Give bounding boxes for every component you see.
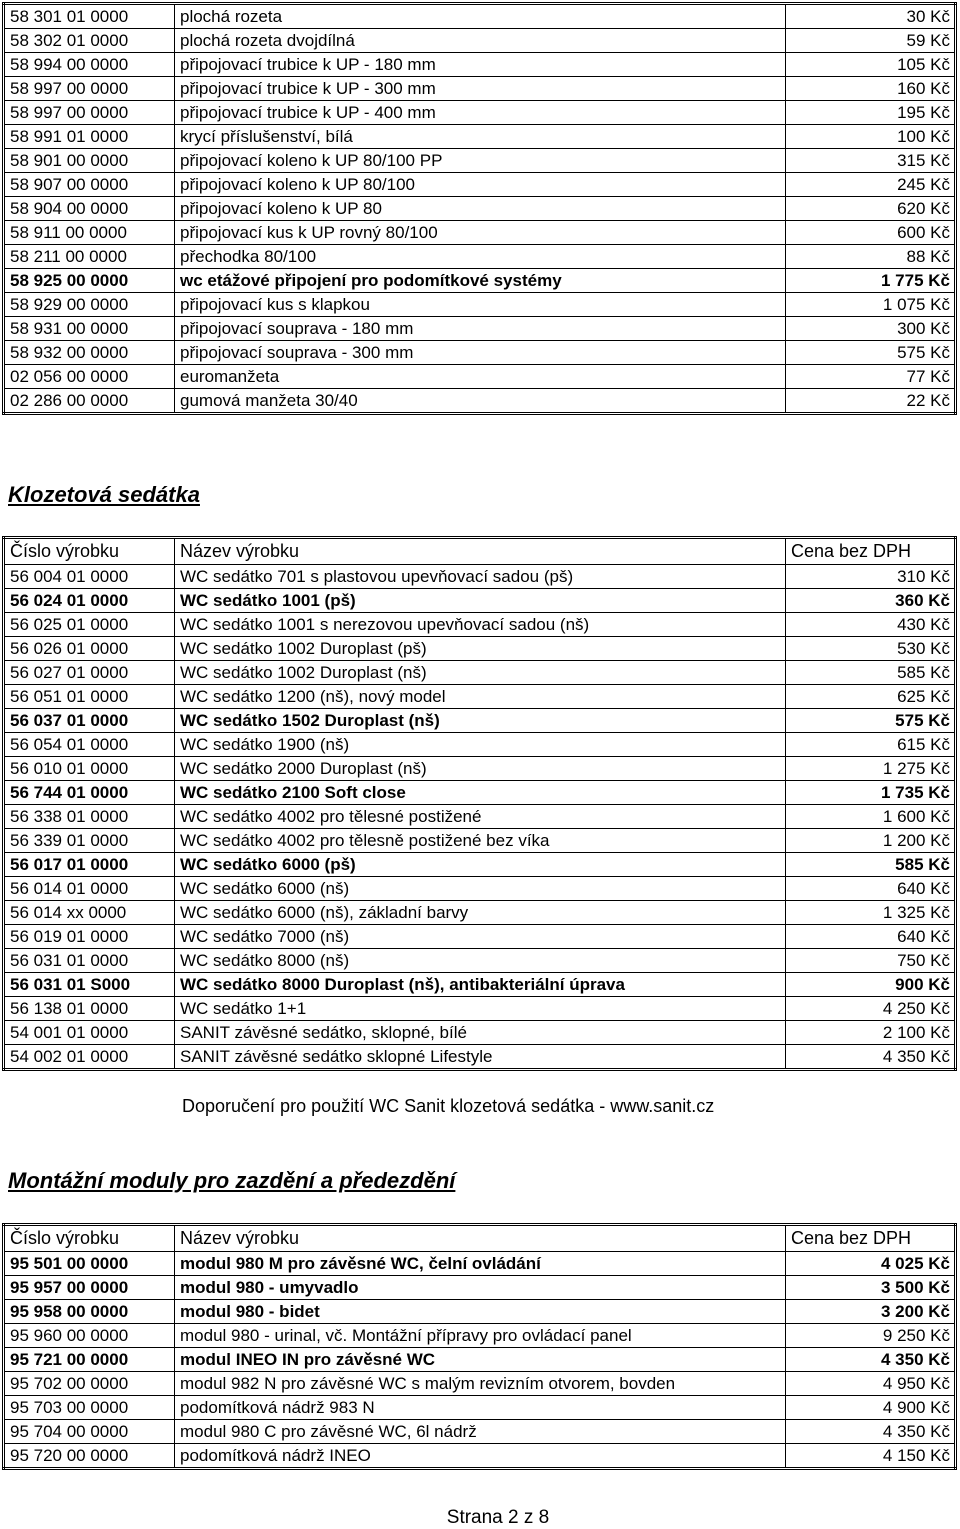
- product-name: připojovací kus s klapkou: [175, 293, 786, 317]
- product-code: 56 054 01 0000: [4, 733, 175, 757]
- product-code: 56 744 01 0000: [4, 781, 175, 805]
- product-code: 95 721 00 0000: [4, 1348, 175, 1372]
- product-name: WC sedátko 701 s plastovou upevňovací sadou (pš): [175, 565, 786, 589]
- product-price: 310 Kč: [786, 565, 956, 589]
- product-name: WC sedátko 1502 Duroplast (nš): [175, 709, 786, 733]
- product-code: 56 014 01 0000: [4, 877, 175, 901]
- product-name: plochá rozeta: [175, 4, 786, 29]
- product-name: modul 980 M pro závěsné WC, čelní ovládání: [175, 1252, 786, 1276]
- page-number: Strana 2 z 8: [446, 1507, 550, 1528]
- table-row: [4, 125, 956, 149]
- table-row: [4, 53, 956, 77]
- product-price: 4 250 Kč: [786, 997, 956, 1021]
- product-price: 1 325 Kč: [786, 901, 956, 925]
- product-code: 58 994 00 0000: [4, 53, 175, 77]
- product-name: WC sedátko 1900 (nš): [175, 733, 786, 757]
- product-code: 58 904 00 0000: [4, 197, 175, 221]
- product-code: 58 929 00 0000: [4, 293, 175, 317]
- table-header-row: [4, 538, 956, 565]
- table-header-row: [4, 1225, 956, 1252]
- product-price: 77 Kč: [786, 365, 956, 389]
- section-heading-modules: Montážní moduly pro zazdění a předezdění: [8, 1168, 456, 1193]
- table-row: [4, 173, 956, 197]
- product-code: 58 931 00 0000: [4, 317, 175, 341]
- product-name: WC sedátko 4002 pro tělesně postižené bez víka: [175, 829, 786, 853]
- table-row: [4, 389, 956, 414]
- product-name: SANIT závěsné sedátko, sklopné, bílé: [175, 1021, 786, 1045]
- table-row: [4, 221, 956, 245]
- product-name: SANIT závěsné sedátko sklopné Lifestyle: [175, 1045, 786, 1070]
- table-row: [4, 317, 956, 341]
- product-price: 3 200 Kč: [786, 1300, 956, 1324]
- table-row: [4, 4, 956, 29]
- product-code: 95 960 00 0000: [4, 1324, 175, 1348]
- header-price: Cena bez DPH: [786, 1225, 956, 1252]
- product-code: 56 027 01 0000: [4, 661, 175, 685]
- product-code: 54 002 01 0000: [4, 1045, 175, 1070]
- product-price: 1 775 Kč: [786, 269, 956, 293]
- product-name: podomítková nádrž 983 N: [175, 1396, 786, 1420]
- product-name: WC sedátko 6000 (nš), základní barvy: [175, 901, 786, 925]
- table-row: [4, 1396, 956, 1420]
- table-row: [4, 1021, 956, 1045]
- table-row: [4, 29, 956, 53]
- product-name: připojovací koleno k UP 80/100 PP: [175, 149, 786, 173]
- product-name: WC sedátko 1200 (nš), nový model: [175, 685, 786, 709]
- product-price: 59 Kč: [786, 29, 956, 53]
- product-name: připojovací trubice k UP - 180 mm: [175, 53, 786, 77]
- product-price: 4 350 Kč: [786, 1348, 956, 1372]
- product-price: 88 Kč: [786, 245, 956, 269]
- table-row: [4, 589, 956, 613]
- table-row: [4, 949, 956, 973]
- product-name: modul 980 - umyvadlo: [175, 1276, 786, 1300]
- table-row: [4, 197, 956, 221]
- product-name: gumová manžeta 30/40: [175, 389, 786, 414]
- price-table-body: [4, 1225, 956, 1469]
- product-code: 56 339 01 0000: [4, 829, 175, 853]
- table-row: [4, 1372, 956, 1396]
- table-row: [4, 901, 956, 925]
- product-name: WC sedátko 6000 (pš): [175, 853, 786, 877]
- product-price: 30 Kč: [786, 4, 956, 29]
- product-code: 56 338 01 0000: [4, 805, 175, 829]
- table-row: [4, 829, 956, 853]
- product-code: 58 932 00 0000: [4, 341, 175, 365]
- product-code: 58 997 00 0000: [4, 77, 175, 101]
- product-name: WC sedátko 6000 (nš): [175, 877, 786, 901]
- product-code: 58 301 01 0000: [4, 4, 175, 29]
- product-name: modul 982 N pro závěsné WC s malým revizním otvorem, bovden: [175, 1372, 786, 1396]
- product-code: 02 056 00 0000: [4, 365, 175, 389]
- product-name: wc etážové připojení pro podomítkové systémy: [175, 269, 786, 293]
- table-row: [4, 1276, 956, 1300]
- product-code: 58 911 00 0000: [4, 221, 175, 245]
- product-price: 575 Kč: [786, 341, 956, 365]
- product-name: WC sedátko 2100 Soft close: [175, 781, 786, 805]
- product-code: 56 024 01 0000: [4, 589, 175, 613]
- product-price: 22 Kč: [786, 389, 956, 414]
- product-name: WC sedátko 1001 s nerezovou upevňovací sadou (nš): [175, 613, 786, 637]
- product-name: WC sedátko 8000 (nš): [175, 949, 786, 973]
- table-row: [4, 1045, 956, 1070]
- product-price: 3 500 Kč: [786, 1276, 956, 1300]
- table-row: [4, 973, 956, 997]
- product-code: 56 014 xx 0000: [4, 901, 175, 925]
- table-row: [4, 637, 956, 661]
- product-price: 640 Kč: [786, 925, 956, 949]
- table-row: [4, 341, 956, 365]
- table-row: [4, 805, 956, 829]
- product-price: 195 Kč: [786, 101, 956, 125]
- product-price: 105 Kč: [786, 53, 956, 77]
- product-price: 4 350 Kč: [786, 1420, 956, 1444]
- product-name: připojovací kus k UP rovný 80/100: [175, 221, 786, 245]
- product-code: 56 031 01 S000: [4, 973, 175, 997]
- table-row: [4, 997, 956, 1021]
- table-row: [4, 365, 956, 389]
- product-name: připojovací souprava - 180 mm: [175, 317, 786, 341]
- table-row: [4, 925, 956, 949]
- product-price: 1 200 Kč: [786, 829, 956, 853]
- table-row: [4, 877, 956, 901]
- section-heading-seats: Klozetová sedátka: [8, 482, 200, 507]
- product-code: 56 051 01 0000: [4, 685, 175, 709]
- price-table-body: [4, 538, 956, 1070]
- table-row: [4, 1420, 956, 1444]
- product-code: 56 138 01 0000: [4, 997, 175, 1021]
- product-name: WC sedátko 8000 Duroplast (nš), antibakteriální úprava: [175, 973, 786, 997]
- product-name: WC sedátko 1+1: [175, 997, 786, 1021]
- product-name: plochá rozeta dvojdílná: [175, 29, 786, 53]
- product-code: 58 302 01 0000: [4, 29, 175, 53]
- table-row: [4, 685, 956, 709]
- header-name: Název výrobku: [175, 538, 786, 565]
- product-price: 1 275 Kč: [786, 757, 956, 781]
- product-price: 2 100 Kč: [786, 1021, 956, 1045]
- table-row: [4, 269, 956, 293]
- product-price: 430 Kč: [786, 613, 956, 637]
- product-code: 56 019 01 0000: [4, 925, 175, 949]
- table-row: [4, 293, 956, 317]
- product-name: podomítková nádrž INEO: [175, 1444, 786, 1469]
- product-name: modul INEO IN pro závěsné WC: [175, 1348, 786, 1372]
- product-code: 95 702 00 0000: [4, 1372, 175, 1396]
- product-price: 615 Kč: [786, 733, 956, 757]
- product-code: 54 001 01 0000: [4, 1021, 175, 1045]
- product-code: 58 997 00 0000: [4, 101, 175, 125]
- table-row: [4, 1252, 956, 1276]
- price-table-modules: [2, 1223, 957, 1470]
- product-name: připojovací koleno k UP 80: [175, 197, 786, 221]
- table-row: [4, 733, 956, 757]
- product-code: 95 501 00 0000: [4, 1252, 175, 1276]
- product-code: 56 010 01 0000: [4, 757, 175, 781]
- table-row: [4, 101, 956, 125]
- product-code: 95 957 00 0000: [4, 1276, 175, 1300]
- table-row: [4, 565, 956, 589]
- table-row: [4, 613, 956, 637]
- product-price: 530 Kč: [786, 637, 956, 661]
- product-name: krycí příslušenství, bílá: [175, 125, 786, 149]
- price-table-body: [4, 4, 956, 414]
- product-code: 58 211 00 0000: [4, 245, 175, 269]
- product-name: modul 980 - urinal, vč. Montážní přípravy pro ovládací panel: [175, 1324, 786, 1348]
- table-row: [4, 853, 956, 877]
- product-price: 640 Kč: [786, 877, 956, 901]
- table-row: [4, 245, 956, 269]
- table-row: [4, 1300, 956, 1324]
- table-row: [4, 77, 956, 101]
- product-code: 95 703 00 0000: [4, 1396, 175, 1420]
- product-name: modul 980 - bidet: [175, 1300, 786, 1324]
- product-price: 315 Kč: [786, 149, 956, 173]
- table-row: [4, 149, 956, 173]
- table-row: [4, 1444, 956, 1469]
- product-name: přechodka 80/100: [175, 245, 786, 269]
- product-code: 56 025 01 0000: [4, 613, 175, 637]
- table-row: [4, 1348, 956, 1372]
- product-name: modul 980 C pro závěsné WC, 6l nádrž: [175, 1420, 786, 1444]
- product-name: WC sedátko 1001 (pš): [175, 589, 786, 613]
- product-code: 56 037 01 0000: [4, 709, 175, 733]
- header-price: Cena bez DPH: [786, 538, 956, 565]
- product-code: 56 017 01 0000: [4, 853, 175, 877]
- product-name: WC sedátko 1002 Duroplast (pš): [175, 637, 786, 661]
- product-code: 95 720 00 0000: [4, 1444, 175, 1469]
- price-table-seats: [2, 536, 957, 1071]
- table-row: [4, 757, 956, 781]
- product-price: 585 Kč: [786, 661, 956, 685]
- product-price: 9 250 Kč: [786, 1324, 956, 1348]
- product-code: 56 026 01 0000: [4, 637, 175, 661]
- header-name: Název výrobku: [175, 1225, 786, 1252]
- product-code: 95 958 00 0000: [4, 1300, 175, 1324]
- product-price: 1 735 Kč: [786, 781, 956, 805]
- product-price: 160 Kč: [786, 77, 956, 101]
- seats-note: Doporučení pro použití WC Sanit klozetová sedátka - www.sanit.cz: [182, 1096, 715, 1116]
- product-price: 900 Kč: [786, 973, 956, 997]
- product-price: 750 Kč: [786, 949, 956, 973]
- product-price: 4 025 Kč: [786, 1252, 956, 1276]
- product-code: 58 991 01 0000: [4, 125, 175, 149]
- product-name: euromanžeta: [175, 365, 786, 389]
- product-price: 4 900 Kč: [786, 1396, 956, 1420]
- product-price: 1 075 Kč: [786, 293, 956, 317]
- price-table-connectors: [2, 2, 957, 415]
- product-price: 300 Kč: [786, 317, 956, 341]
- product-price: 4 150 Kč: [786, 1444, 956, 1469]
- product-price: 620 Kč: [786, 197, 956, 221]
- product-code: 58 907 00 0000: [4, 173, 175, 197]
- product-name: připojovací souprava - 300 mm: [175, 341, 786, 365]
- product-price: 575 Kč: [786, 709, 956, 733]
- product-code: 56 004 01 0000: [4, 565, 175, 589]
- table-row: [4, 709, 956, 733]
- product-name: WC sedátko 2000 Duroplast (nš): [175, 757, 786, 781]
- product-price: 360 Kč: [786, 589, 956, 613]
- product-name: WC sedátko 7000 (nš): [175, 925, 786, 949]
- product-price: 4 350 Kč: [786, 1045, 956, 1070]
- product-code: 02 286 00 0000: [4, 389, 175, 414]
- product-code: 58 925 00 0000: [4, 269, 175, 293]
- product-price: 245 Kč: [786, 173, 956, 197]
- table-row: [4, 661, 956, 685]
- product-price: 585 Kč: [786, 853, 956, 877]
- product-name: WC sedátko 4002 pro tělesné postižené: [175, 805, 786, 829]
- product-price: 600 Kč: [786, 221, 956, 245]
- product-name: připojovací trubice k UP - 300 mm: [175, 77, 786, 101]
- product-name: připojovací koleno k UP 80/100: [175, 173, 786, 197]
- product-price: 100 Kč: [786, 125, 956, 149]
- product-name: připojovací trubice k UP - 400 mm: [175, 101, 786, 125]
- table-row: [4, 1324, 956, 1348]
- product-code: 56 031 01 0000: [4, 949, 175, 973]
- header-code: Číslo výrobku: [4, 1225, 175, 1252]
- product-price: 4 950 Kč: [786, 1372, 956, 1396]
- product-price: 625 Kč: [786, 685, 956, 709]
- table-row: [4, 781, 956, 805]
- product-price: 1 600 Kč: [786, 805, 956, 829]
- product-code: 58 901 00 0000: [4, 149, 175, 173]
- header-code: Číslo výrobku: [4, 538, 175, 565]
- product-code: 95 704 00 0000: [4, 1420, 175, 1444]
- product-name: WC sedátko 1002 Duroplast (nš): [175, 661, 786, 685]
